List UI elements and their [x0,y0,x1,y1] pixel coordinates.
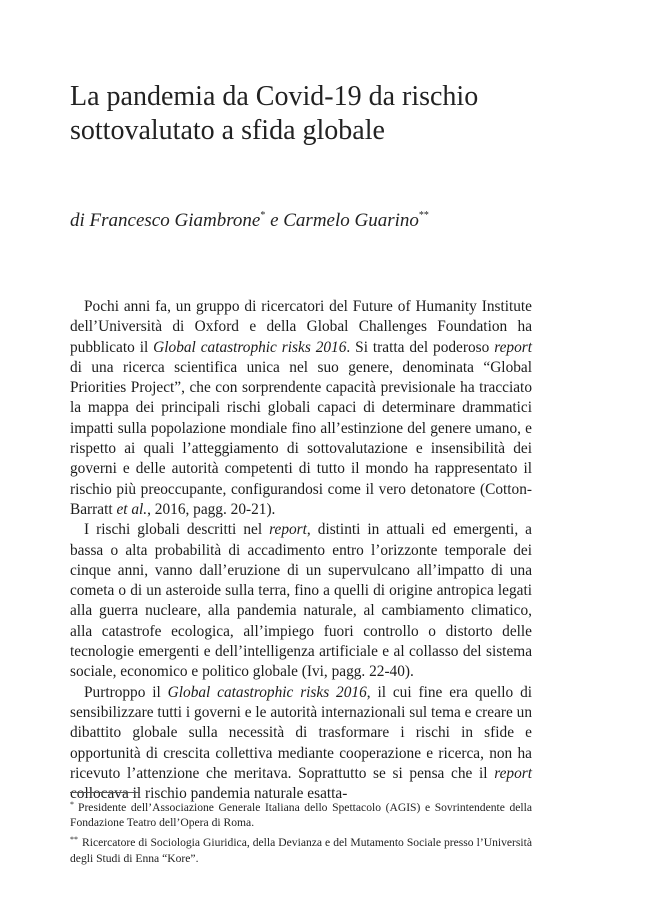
footnote-1 [70,797,532,830]
italic-term: report [269,521,307,539]
footnote-text: Presidente dell’Associazione Generale Italiana dello Spettacolo (AGIS) e Sovrintendente della Fondazione Teatro dell’Opera di Roma. [70,801,532,830]
body-text [70,297,532,804]
chapter-title-line-1: La pandemia da Covid-19 da rischio [70,81,479,112]
text-run: I rischi globali descritti nel [84,521,270,539]
chapter-title [70,80,590,148]
byline-author-2: e Carmelo Guarino [265,210,419,231]
text-run: , il cui fine era quello di sensibilizzare tutti i governi e le autorità internazionali sul tema e creare un dibattito globale sulla necessità di trasformare i rischi in sfide e opportunità di crescita collettiva mediante cooperazione e ricerca, non ha ricevuto l’attenzione che meritava. Soprattutto se si pensa che il [70,683,533,782]
chapter-title-line-2: sottovalutato a sfida globale [70,115,385,146]
footnote-marker-2: ** [418,210,429,221]
footnote-mark: * [70,800,74,809]
italic-term: et al. [116,500,148,518]
footnotes [70,797,532,868]
text-run: . Si tratta del poderoso [346,338,495,356]
byline-author-1: di Francesco Giambrone [70,210,261,231]
text-run: di una ricerca scientifica unica nel suo genere, denominata “Global Priorities Project”, che con sorprendente capacità previsionale ha tracciato la mappa dei principali rischi globali capaci di determinare drammatici impatti sulla popolazione mondiale fino all’estinzione del genere umano, e rispetto ai quali l’atteggiamento di sottovalutazione e insensibilità dei governi e delle autorità competenti di tutto il mondo ha rappresentato il rischio più preoccupante, configurandosi come il vero detonatore (Cotton-Barratt [70,358,532,518]
text-run: collocava il rischio pandemia naturale esatta- [70,785,348,803]
text-run: , distinti in attuali ed emergenti, a bassa o alta probabilità di accadimento entro l’orizzonte temporale dei cinque anni, vanno dall’eruzione di un supervulcano all’impatto di una cometa o di un asteroide sulla terra, fino a quelli di origine antropica legati alla guerra nucleare, alla pandemia naturale, al cambiamento climatico, alla catastrofe ecologica, all’impiego fuori controllo o distorto delle tecnologie emergenti e dell’intelligenza artificiale e al collasso del sistema sociale, economico e politico globale (Ivi, pagg. 22-40). [70,521,532,681]
footnote-2 [70,832,532,865]
footnote-text: Ricercatore di Sociologia Giuridica, della Devianza e del Mutamento Sociale presso l’Università degli Studi di Enna “Kore”. [70,836,532,865]
italic-term: report [494,764,532,782]
paragraph-1 [70,297,532,520]
text-run: , 2016, pagg. 20-21). [147,500,276,518]
footnote-separator [70,792,140,793]
footnote-mark: ** [70,835,78,845]
paragraph-3 [70,683,532,805]
italic-title: Global catastrophic risks 2016 [167,683,367,701]
text-run: Purtroppo il [84,683,168,701]
paragraph-2 [70,520,532,682]
italic-term: report [494,338,533,356]
text-run: Pochi anni fa, un gruppo di ricercatori del Future of Humanity Institute dell’Università di Oxford e della Global Challenges Foundation ha pubblicato il [70,298,532,356]
italic-title: Global catastrophic risks 2016 [153,338,347,356]
author-byline [70,204,590,233]
footnote-marker-1: * [260,210,266,221]
